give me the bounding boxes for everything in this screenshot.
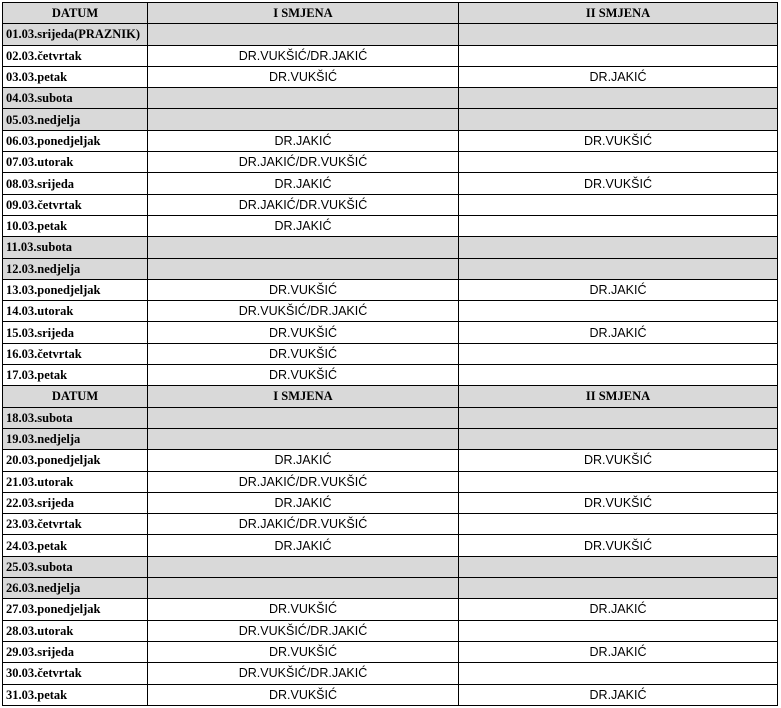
shift-2-cell xyxy=(459,88,778,109)
shift-2-cell: DR.JAKIĆ xyxy=(459,66,778,87)
schedule-row xyxy=(3,66,778,87)
date-cell: 18.03.subota xyxy=(3,407,148,428)
date-cell: 15.03.srijeda xyxy=(3,322,148,343)
shift-2-cell xyxy=(459,471,778,492)
shift-1-cell: DR.VUKŠIĆ/DR.JAKIĆ xyxy=(148,301,459,322)
schedule-row xyxy=(3,556,778,577)
schedule-row xyxy=(3,258,778,279)
schedule-row xyxy=(3,279,778,300)
shift-2-cell: DR.JAKIĆ xyxy=(459,641,778,662)
schedule-row xyxy=(3,450,778,471)
schedule-table xyxy=(2,2,778,706)
date-cell: 17.03.petak xyxy=(3,365,148,386)
shift-2-cell: DR.JAKIĆ xyxy=(459,684,778,705)
header-shift-1: I SMJENA xyxy=(148,3,459,24)
shift-1-cell: DR.JAKIĆ xyxy=(148,173,459,194)
shift-1-cell: DR.VUKŠIĆ xyxy=(148,343,459,364)
shift-2-cell xyxy=(459,237,778,258)
schedule-body xyxy=(3,3,778,706)
date-cell: 22.03.srijeda xyxy=(3,492,148,513)
header-datum: DATUM xyxy=(3,3,148,24)
shift-2-cell xyxy=(459,428,778,449)
schedule-row xyxy=(3,88,778,109)
date-cell: 12.03.nedjelja xyxy=(3,258,148,279)
shift-1-cell: DR.JAKIĆ/DR.VUKŠIĆ xyxy=(148,194,459,215)
shift-2-cell xyxy=(459,578,778,599)
date-cell: 31.03.petak xyxy=(3,684,148,705)
shift-2-cell xyxy=(459,407,778,428)
header-datum: DATUM xyxy=(3,386,148,407)
shift-2-cell: DR.JAKIĆ xyxy=(459,599,778,620)
shift-2-cell xyxy=(459,215,778,236)
shift-2-cell xyxy=(459,663,778,684)
shift-2-cell xyxy=(459,24,778,45)
date-cell: 26.03.nedjelja xyxy=(3,578,148,599)
shift-1-cell: DR.JAKIĆ xyxy=(148,215,459,236)
schedule-row xyxy=(3,578,778,599)
shift-1-cell: DR.JAKIĆ xyxy=(148,535,459,556)
schedule-row xyxy=(3,130,778,151)
date-cell: 13.03.ponedjeljak xyxy=(3,279,148,300)
date-cell: 10.03.petak xyxy=(3,215,148,236)
shift-2-cell xyxy=(459,45,778,66)
shift-1-cell: DR.VUKŠIĆ xyxy=(148,599,459,620)
date-cell: 05.03.nedjelja xyxy=(3,109,148,130)
schedule-row xyxy=(3,237,778,258)
shift-1-cell xyxy=(148,109,459,130)
shift-2-cell: DR.JAKIĆ xyxy=(459,322,778,343)
schedule-row xyxy=(3,152,778,173)
schedule-row xyxy=(3,109,778,130)
schedule-row xyxy=(3,322,778,343)
date-cell: 02.03.četvrtak xyxy=(3,45,148,66)
date-cell: 30.03.četvrtak xyxy=(3,663,148,684)
date-cell: 07.03.utorak xyxy=(3,152,148,173)
shift-1-cell: DR.JAKIĆ xyxy=(148,130,459,151)
header-row xyxy=(3,386,778,407)
shift-2-cell xyxy=(459,365,778,386)
shift-2-cell: DR.VUKŠIĆ xyxy=(459,130,778,151)
date-cell: 21.03.utorak xyxy=(3,471,148,492)
shift-2-cell: DR.VUKŠIĆ xyxy=(459,492,778,513)
date-cell: 01.03.srijeda(PRAZNIK) xyxy=(3,24,148,45)
shift-1-cell: DR.JAKIĆ/DR.VUKŠIĆ xyxy=(148,471,459,492)
shift-1-cell: DR.VUKŠIĆ xyxy=(148,684,459,705)
shift-2-cell xyxy=(459,301,778,322)
shift-2-cell: DR.VUKŠIĆ xyxy=(459,173,778,194)
shift-2-cell xyxy=(459,152,778,173)
schedule-row xyxy=(3,514,778,535)
date-cell: 06.03.ponedjeljak xyxy=(3,130,148,151)
header-shift-1: I SMJENA xyxy=(148,386,459,407)
schedule-row xyxy=(3,599,778,620)
date-cell: 14.03.utorak xyxy=(3,301,148,322)
shift-1-cell xyxy=(148,407,459,428)
schedule-row xyxy=(3,641,778,662)
date-cell: 03.03.petak xyxy=(3,66,148,87)
date-cell: 19.03.nedjelja xyxy=(3,428,148,449)
schedule-row xyxy=(3,428,778,449)
shift-1-cell: DR.JAKIĆ xyxy=(148,450,459,471)
shift-2-cell xyxy=(459,556,778,577)
shift-schedule xyxy=(2,2,777,706)
date-cell: 23.03.četvrtak xyxy=(3,514,148,535)
header-row xyxy=(3,3,778,24)
date-cell: 16.03.četvrtak xyxy=(3,343,148,364)
schedule-row xyxy=(3,365,778,386)
shift-2-cell: DR.JAKIĆ xyxy=(459,279,778,300)
shift-1-cell: DR.VUKŠIĆ/DR.JAKIĆ xyxy=(148,663,459,684)
date-cell: 29.03.srijeda xyxy=(3,641,148,662)
shift-1-cell xyxy=(148,428,459,449)
date-cell: 08.03.srijeda xyxy=(3,173,148,194)
shift-1-cell: DR.VUKŠIĆ xyxy=(148,66,459,87)
date-cell: 28.03.utorak xyxy=(3,620,148,641)
shift-2-cell xyxy=(459,620,778,641)
schedule-row xyxy=(3,24,778,45)
shift-1-cell: DR.VUKŠIĆ/DR.JAKIĆ xyxy=(148,620,459,641)
shift-1-cell: DR.VUKŠIĆ/DR.JAKIĆ xyxy=(148,45,459,66)
date-cell: 11.03.subota xyxy=(3,237,148,258)
shift-2-cell xyxy=(459,109,778,130)
shift-1-cell xyxy=(148,237,459,258)
shift-1-cell: DR.JAKIĆ/DR.VUKŠIĆ xyxy=(148,152,459,173)
shift-1-cell: DR.VUKŠIĆ xyxy=(148,365,459,386)
shift-2-cell: DR.VUKŠIĆ xyxy=(459,535,778,556)
shift-1-cell: DR.VUKŠIĆ xyxy=(148,279,459,300)
date-cell: 25.03.subota xyxy=(3,556,148,577)
schedule-row xyxy=(3,194,778,215)
header-shift-2: II SMJENA xyxy=(459,386,778,407)
shift-2-cell xyxy=(459,514,778,535)
schedule-row xyxy=(3,301,778,322)
schedule-row xyxy=(3,215,778,236)
shift-1-cell xyxy=(148,24,459,45)
schedule-row xyxy=(3,471,778,492)
schedule-row xyxy=(3,535,778,556)
date-cell: 20.03.ponedjeljak xyxy=(3,450,148,471)
schedule-row xyxy=(3,45,778,66)
shift-2-cell xyxy=(459,343,778,364)
shift-1-cell xyxy=(148,88,459,109)
shift-1-cell: DR.JAKIĆ xyxy=(148,492,459,513)
shift-1-cell xyxy=(148,556,459,577)
schedule-row xyxy=(3,343,778,364)
schedule-row xyxy=(3,663,778,684)
shift-1-cell: DR.JAKIĆ/DR.VUKŠIĆ xyxy=(148,514,459,535)
shift-2-cell xyxy=(459,258,778,279)
shift-1-cell xyxy=(148,258,459,279)
schedule-row xyxy=(3,620,778,641)
date-cell: 24.03.petak xyxy=(3,535,148,556)
schedule-row xyxy=(3,492,778,513)
shift-2-cell xyxy=(459,194,778,215)
shift-2-cell: DR.VUKŠIĆ xyxy=(459,450,778,471)
shift-1-cell: DR.VUKŠIĆ xyxy=(148,322,459,343)
date-cell: 27.03.ponedjeljak xyxy=(3,599,148,620)
shift-1-cell: DR.VUKŠIĆ xyxy=(148,641,459,662)
schedule-row xyxy=(3,173,778,194)
shift-1-cell xyxy=(148,578,459,599)
schedule-row xyxy=(3,407,778,428)
date-cell: 04.03.subota xyxy=(3,88,148,109)
schedule-row xyxy=(3,684,778,705)
date-cell: 09.03.četvrtak xyxy=(3,194,148,215)
header-shift-2: II SMJENA xyxy=(459,3,778,24)
